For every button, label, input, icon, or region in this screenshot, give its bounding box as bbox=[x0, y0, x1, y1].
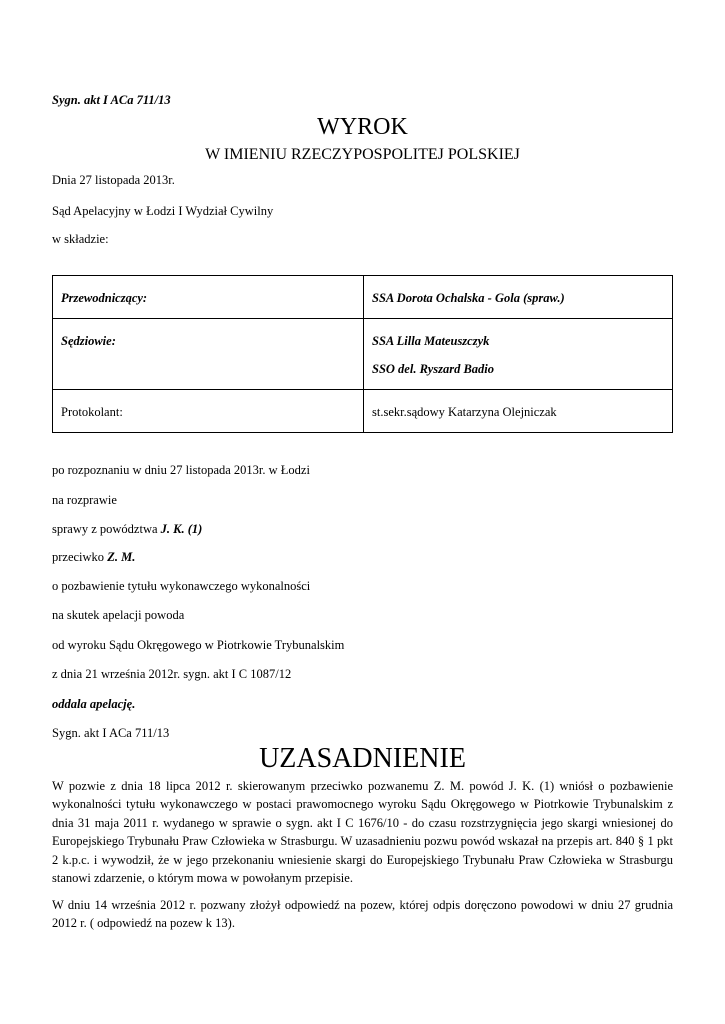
clerk-value: st.sekr.sądowy Katarzyna Olejniczak bbox=[372, 405, 557, 419]
proceedings-plaintiff bbox=[52, 521, 202, 537]
justification-paragraph-2: W dniu 14 września 2012 r. pozwany złożył odpowiedź na pozew, której odpis doręczono powodowi w dniu 27 grudnia 2012 r. ( odpowiedź na pozew k 13). bbox=[52, 898, 673, 931]
table-row bbox=[53, 319, 673, 390]
presiding-label: Przewodniczący: bbox=[61, 291, 148, 305]
plaintiff-prefix: sprawy z powództwa bbox=[52, 522, 161, 536]
plaintiff-name: J. K. (1) bbox=[160, 522, 203, 536]
judges-label: Sędziowie: bbox=[61, 334, 116, 348]
table-cell bbox=[53, 319, 364, 390]
justification-title: UZASADNIENIE bbox=[259, 743, 466, 774]
proceedings-defendant bbox=[52, 549, 135, 565]
case-signature-2: Sygn. akt I ACa 711/13 bbox=[52, 726, 170, 740]
ruling: oddala apelację. bbox=[52, 697, 136, 711]
proceedings-line: z dnia 21 września 2012r. sygn. akt I C 1087/12 bbox=[52, 667, 292, 681]
table-cell bbox=[364, 276, 673, 319]
table-cell bbox=[53, 390, 364, 433]
court-panel-table bbox=[52, 275, 673, 433]
judgment-date: Dnia 27 listopada 2013r. bbox=[52, 173, 175, 187]
table-row bbox=[53, 276, 673, 319]
document-title: WYROK bbox=[317, 114, 408, 140]
proceedings-line: na skutek apelacji powoda bbox=[52, 608, 185, 622]
table-cell bbox=[364, 319, 673, 390]
defendant-prefix: przeciwko bbox=[52, 550, 108, 564]
case-signature: Sygn. akt I ACa 711/13 bbox=[52, 93, 171, 107]
justification-paragraph-1: W pozwie z dnia 18 lipca 2012 r. skierowanym przeciwko pozwanemu Z. M. powód J. K. (1) wniósł o pozbawienie wykonalności tytułu wykonawczego w postaci prawomocnego wyroku Sądu Okręgowego w Piotrkowie Trybunalskim z dnia 31 maja 2011 r. wydanego w sprawie o sygn. akt I C 1676/10 - do czasu rozstrzygnięcia jego skargi wniesionej do Europejskiego Trybunału Praw Człowieka w Strasburgu. W uzasadnieniu pozwu powód wskazał na przepis art. 840 § 1 pkt 2 k.p.c. i wywodził, że w jego przekonaniu wniesienie skargi do Europejskiego Trybunału Praw Człowieka w Strasburgu stanowi zdarzenie, o którym mowa w powołanym przepisie. bbox=[52, 779, 673, 886]
document-subtitle: W IMIENIU RZECZYPOSPOLITEJ POLSKIEJ bbox=[205, 146, 520, 163]
proceedings-line: po rozpoznaniu w dniu 27 listopada 2013r. w Łodzi bbox=[52, 463, 310, 477]
presiding-value: SSA Dorota Ochalska - Gola (spraw.) bbox=[372, 291, 565, 305]
proceedings-line: o pozbawienie tytułu wykonawczego wykonalności bbox=[52, 579, 311, 593]
judge-1: SSA Lilla Mateuszczyk bbox=[372, 334, 490, 348]
proceedings-line: na rozprawie bbox=[52, 493, 117, 507]
table-cell bbox=[364, 390, 673, 433]
proceedings-line: od wyroku Sądu Okręgowego w Piotrkowie Trybunalskim bbox=[52, 638, 345, 652]
table-cell bbox=[53, 276, 364, 319]
judge-2: SSO del. Ryszard Badio bbox=[372, 362, 495, 376]
composition-label: w składzie: bbox=[52, 232, 109, 246]
court-name: Sąd Apelacyjny w Łodzi I Wydział Cywilny bbox=[52, 204, 274, 218]
defendant-name: Z. M. bbox=[107, 550, 136, 564]
clerk-label: Protokolant: bbox=[61, 405, 123, 419]
table-row bbox=[53, 390, 673, 433]
